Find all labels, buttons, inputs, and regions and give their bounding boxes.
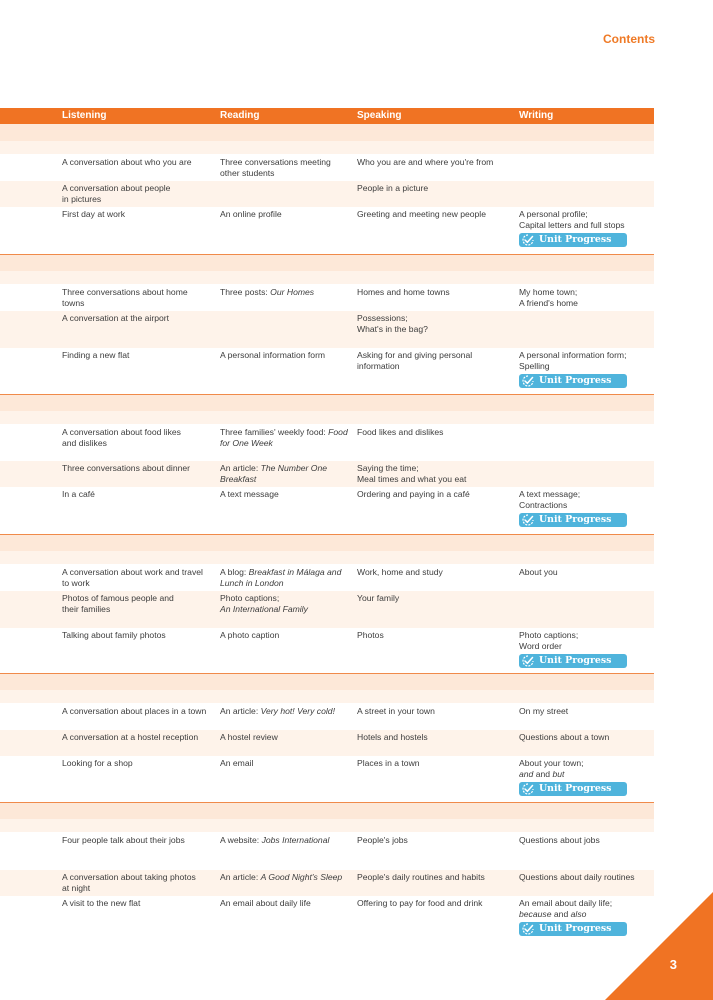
cell-speaking — [357, 758, 513, 769]
cell-line — [220, 578, 352, 589]
cell-line: About you — [519, 567, 558, 577]
cell-line: Spelling — [519, 360, 550, 371]
cell-line: Talking about family photos — [62, 630, 166, 640]
cell-speaking — [357, 463, 513, 484]
cell-line: Homes and home towns — [357, 287, 450, 297]
cell-speaking — [357, 209, 513, 220]
cell-writing — [519, 287, 654, 308]
italic-title-text: Breakfast — [220, 473, 257, 484]
cell-line: In a café — [62, 489, 95, 499]
cell-line: A personal information form — [220, 350, 326, 360]
cell-line: Finding a new flat — [62, 350, 130, 360]
cell-speaking — [357, 287, 513, 298]
cell-line: Three conversations meeting — [220, 157, 331, 167]
cell-line: An online profile — [220, 209, 282, 219]
cell-line: in pictures — [62, 193, 102, 204]
cell-speaking — [357, 157, 513, 168]
cell-listening — [62, 872, 212, 893]
italic-title-text: but — [552, 768, 565, 779]
cell-line — [519, 769, 654, 780]
cell-reading — [220, 872, 352, 883]
cell-line: Questions about a town — [519, 732, 610, 742]
cell-speaking — [357, 835, 513, 846]
cell-reading — [220, 835, 352, 846]
italic-title-text: An International Family — [220, 603, 308, 614]
unit-header-band — [0, 802, 654, 820]
cell-reading — [220, 287, 352, 298]
cell-line: My home town; — [519, 287, 578, 297]
cell-speaking — [357, 567, 513, 578]
check-icon — [522, 375, 534, 387]
cell-line: People's jobs — [357, 835, 408, 845]
table-row — [0, 730, 654, 756]
cell-line: Photos — [357, 630, 384, 640]
cell-listening — [62, 287, 212, 308]
cell-line: Asking for and giving personal — [357, 350, 473, 360]
cell-line: A visit to the new flat — [62, 898, 141, 908]
unit-progress-test-label: Unit Progress — [539, 375, 612, 386]
italic-title-text: Very hot! Very cold! — [260, 706, 335, 716]
italic-title-text: because — [519, 908, 552, 919]
cell-writing — [519, 732, 654, 743]
cell-line: towns — [62, 297, 85, 308]
cell-speaking — [357, 872, 513, 883]
unit-header-band — [0, 673, 654, 691]
cell-writing — [519, 489, 654, 510]
cell-line: A text message; — [519, 489, 581, 499]
cell-line: People's daily routines and habits — [357, 872, 485, 882]
cell-line: Places in a town — [357, 758, 420, 768]
cell-line: An email about daily life; — [519, 898, 613, 908]
cell-reading — [220, 157, 352, 178]
cell-line: Contractions — [519, 499, 568, 510]
italic-title-text: also — [570, 908, 587, 919]
cell-line — [220, 604, 352, 615]
table-row — [0, 756, 654, 803]
cell-text: and — [533, 768, 553, 779]
cell-writing — [519, 835, 654, 846]
cell-line: A conversation about taking photos — [62, 872, 196, 882]
table-row — [0, 425, 654, 461]
cell-line: An email about daily life — [220, 898, 311, 908]
italic-title-text: Breakfast in Málaga and — [248, 567, 342, 577]
cell-listening — [62, 898, 212, 909]
cell-line — [220, 438, 352, 449]
cell-line: About your town; — [519, 758, 584, 768]
table-row — [0, 461, 654, 487]
cell-line: Ordering and paying in a café — [357, 489, 470, 499]
cell-line: to work — [62, 577, 90, 588]
italic-title-text: Lunch in London — [220, 577, 284, 588]
page-corner-decoration — [605, 892, 713, 1000]
table-row — [0, 896, 654, 948]
cell-speaking — [357, 898, 513, 909]
italic-title-text: A Good Night's Sleep — [260, 872, 343, 882]
cell-line: Offering to pay for food and drink — [357, 898, 483, 908]
unit-progress-test-label: Unit Progress Test — [539, 923, 612, 948]
cell-reading — [220, 706, 352, 717]
cell-line: A conversation about people — [62, 183, 171, 193]
cell-listening — [62, 758, 212, 769]
table-row — [0, 487, 654, 534]
unit-progress-test-label: Unit Progress — [539, 783, 612, 794]
table-row — [0, 348, 654, 395]
cell-line: A photo caption — [220, 630, 280, 640]
unit-header-band — [0, 124, 654, 141]
cell-text: An article: — [220, 706, 261, 716]
unit-subheader-band — [0, 551, 654, 564]
cell-reading — [220, 630, 352, 641]
cell-speaking — [357, 706, 513, 717]
table-row — [0, 870, 654, 896]
cell-writing — [519, 758, 654, 779]
cell-line: Three conversations about dinner — [62, 463, 191, 473]
cell-speaking — [357, 183, 513, 194]
cell-line: Capital letters and full stops — [519, 219, 625, 230]
cell-line: their families — [62, 603, 111, 614]
cell-line: A personal information form; — [519, 350, 627, 360]
cell-line — [220, 427, 352, 438]
cell-listening — [62, 157, 212, 168]
page-number: 3 — [669, 957, 677, 972]
unit-subheader-band — [0, 819, 654, 832]
cell-listening — [62, 835, 212, 846]
cell-listening — [62, 427, 212, 448]
check-icon — [522, 923, 534, 935]
italic-title-text: The Number One — [260, 463, 328, 473]
cell-writing — [519, 209, 654, 230]
cell-reading — [220, 732, 352, 743]
cell-line: Greeting and meeting new people — [357, 209, 486, 219]
cell-line — [220, 567, 352, 578]
cell-text: A blog: — [220, 567, 249, 577]
cell-line — [220, 463, 352, 474]
cell-listening — [62, 567, 212, 588]
cell-line: other students — [220, 167, 275, 178]
cell-reading — [220, 427, 352, 448]
cell-line: Photo captions; — [220, 593, 280, 603]
unit-subheader-band — [0, 411, 654, 424]
cell-reading — [220, 758, 352, 769]
cell-reading — [220, 489, 352, 500]
table-row — [0, 155, 654, 181]
cell-listening — [62, 209, 212, 220]
cell-text: and — [551, 908, 571, 919]
unit-header-band — [0, 394, 654, 412]
unit-progress-test-button[interactable] — [519, 374, 627, 388]
cell-text: Three posts: — [220, 287, 271, 297]
unit-progress-test-label: Unit Progress — [539, 234, 612, 245]
cell-writing — [519, 872, 654, 883]
cell-line: People in a picture — [357, 183, 429, 193]
unit-header-band — [0, 254, 654, 272]
cell-line — [220, 474, 352, 485]
table-row — [0, 311, 654, 348]
unit-progress-test-button[interactable] — [519, 233, 627, 247]
cell-line: A conversation about places in a town — [62, 706, 207, 716]
italic-title-text: for One Week — [220, 437, 273, 448]
cell-line: Photo captions; — [519, 630, 579, 640]
cell-line — [220, 872, 352, 883]
cell-line: information — [357, 360, 400, 371]
cell-speaking — [357, 489, 513, 500]
cell-line: Food likes and dislikes — [357, 427, 444, 437]
cell-listening — [62, 593, 212, 614]
cell-line: Work, home and study — [357, 567, 443, 577]
cell-line: A text message — [220, 489, 279, 499]
italic-title-text: and — [519, 768, 534, 779]
table-row — [0, 207, 654, 254]
cell-listening — [62, 489, 212, 500]
cell-line: A street in your town — [357, 706, 435, 716]
table-row — [0, 565, 654, 591]
cell-reading — [220, 463, 352, 484]
cell-writing — [519, 567, 654, 578]
cell-line: Questions about daily routines — [519, 872, 635, 882]
cell-line: Meal times and what you eat — [357, 473, 467, 484]
unit-progress-test-label: Unit Progress — [539, 514, 612, 525]
cell-reading — [220, 898, 352, 909]
cell-line: and dislikes — [62, 437, 107, 448]
cell-line: A conversation at the airport — [62, 313, 170, 323]
italic-title-text: Food — [328, 427, 348, 437]
cell-line: Questions about jobs — [519, 835, 600, 845]
cell-line — [220, 706, 352, 717]
cell-line: Photos of famous people and — [62, 593, 174, 603]
cell-line: Who you are and where you're from — [357, 157, 494, 167]
cell-listening — [62, 732, 212, 743]
cell-line: A conversation at a hostel reception — [62, 732, 199, 742]
cell-writing — [519, 350, 654, 371]
cell-speaking — [357, 630, 513, 641]
cell-line: First day at work — [62, 209, 126, 219]
unit-subheader-band — [0, 271, 654, 284]
cell-speaking — [357, 350, 513, 371]
cell-line: Four people talk about their jobs — [62, 835, 185, 845]
italic-title-text: Jobs International — [261, 835, 330, 845]
cell-line: Your family — [357, 593, 400, 603]
cell-line — [220, 287, 352, 298]
cell-listening — [62, 706, 212, 717]
cell-line: Word order — [519, 640, 562, 651]
cell-line: Possessions; — [357, 313, 408, 323]
cell-line: A conversation about food likes — [62, 427, 181, 437]
cell-reading — [220, 593, 352, 614]
column-header-speaking: Speaking — [357, 110, 402, 121]
cell-line: Three conversations about home — [62, 287, 188, 297]
unit-subheader-band — [0, 690, 654, 703]
check-icon — [522, 234, 534, 246]
cell-listening — [62, 350, 212, 361]
cell-line: Looking for a shop — [62, 758, 133, 768]
cell-listening — [62, 183, 212, 204]
check-icon — [522, 655, 534, 667]
cell-speaking — [357, 593, 513, 604]
cell-writing — [519, 630, 654, 651]
cell-line: A hostel review — [220, 732, 278, 742]
cell-line: A personal profile; — [519, 209, 588, 219]
cell-line: What's in the bag? — [357, 323, 428, 334]
cell-speaking — [357, 313, 513, 334]
cell-line: On my street — [519, 706, 569, 716]
cell-speaking — [357, 427, 513, 438]
cell-line: An email — [220, 758, 254, 768]
cell-writing — [519, 706, 654, 717]
cell-listening — [62, 313, 212, 324]
check-icon — [522, 514, 534, 526]
cell-line: at night — [62, 882, 91, 893]
unit-subheader-band — [0, 141, 654, 154]
unit-progress-test-label: Unit Progress — [539, 655, 612, 666]
cell-reading — [220, 209, 352, 220]
column-header-reading: Reading — [220, 110, 260, 121]
cell-reading — [220, 567, 352, 588]
table-row — [0, 833, 654, 870]
column-header-bar — [0, 108, 654, 124]
table-row — [0, 704, 654, 730]
page-title: Contents — [603, 32, 655, 46]
unit-progress-test-button[interactable] — [519, 513, 627, 527]
cell-listening — [62, 630, 212, 641]
cell-line: A conversation about who you are — [62, 157, 192, 167]
cell-reading — [220, 350, 352, 361]
table-row — [0, 591, 654, 628]
table-row — [0, 628, 654, 675]
cell-line — [220, 835, 352, 846]
table-row — [0, 181, 654, 207]
column-header-writing: Writing — [519, 110, 554, 121]
table-row — [0, 285, 654, 311]
cell-text: An article: — [220, 872, 261, 882]
column-header-listening: Listening — [62, 110, 107, 121]
unit-header-band — [0, 534, 654, 552]
check-icon — [522, 783, 534, 795]
cell-text: A website: — [220, 835, 262, 845]
cell-speaking — [357, 732, 513, 743]
unit-progress-test-button[interactable] — [519, 782, 627, 796]
italic-title-text: Our Homes — [270, 287, 315, 297]
cell-line: Saying the time; — [357, 463, 419, 473]
cell-line: A conversation about work and travel — [62, 567, 203, 577]
cell-text: An article: — [220, 463, 261, 473]
unit-progress-test-button[interactable] — [519, 654, 627, 668]
cell-text: Three families' weekly food: — [220, 427, 329, 437]
cell-line: A friend's home — [519, 297, 578, 308]
cell-line: Hotels and hostels — [357, 732, 428, 742]
cell-listening — [62, 463, 212, 474]
